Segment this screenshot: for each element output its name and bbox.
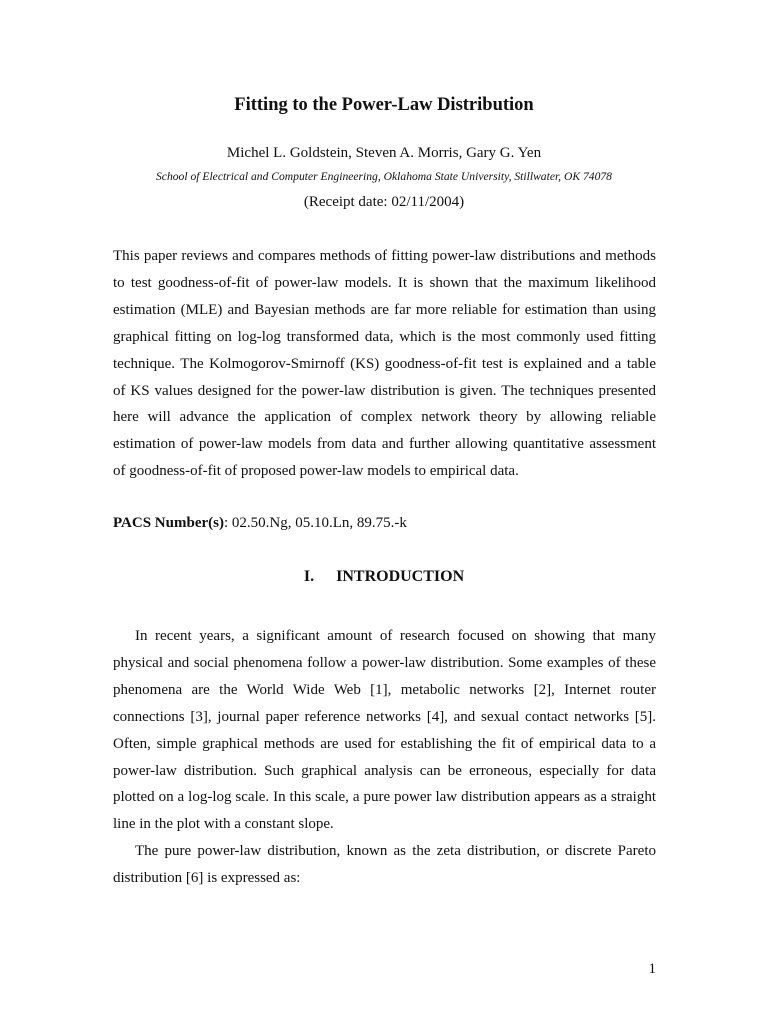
section-heading	[0, 566, 768, 588]
body-line: phenomena are the World Wide Web [1], metabolic networks [2], Internet router	[113, 681, 656, 698]
abstract-line: technique. The Kolmogorov-Smirnoff (KS) goodness-of-fit test is explained and a table	[113, 355, 656, 372]
abstract-line: of KS values designed for the power-law distribution is given. The techniques presented	[113, 382, 656, 399]
abstract-line: here will advance the application of complex network theory by allowing reliable	[113, 409, 656, 426]
body-line: Often, simple graphical methods are used for establishing the fit of empirical data to a	[113, 735, 656, 752]
author-list: Michel L. Goldstein, Steven A. Morris, Gary G. Yen	[226, 145, 542, 161]
body-line: The pure power-law distribution, known as the zeta distribution, or discrete Pareto	[135, 843, 656, 860]
abstract-line: estimation (MLE) and Bayesian methods are far more reliable for estimation than using	[113, 301, 656, 318]
body-line: connections [3], journal paper reference networks [4], and sexual contact networks [5].	[113, 708, 656, 725]
body-line: physical and social phenomena follow a power-law distribution. Some examples of these	[113, 654, 656, 671]
body-line: plotted on a log-log scale. In this scale, a pure power law distribution appears as a straight	[113, 789, 656, 806]
receipt-date: (Receipt date: 02/11/2004)	[303, 194, 465, 210]
abstract-line: graphical fitting on log-log transformed data, which is the most commonly used fitting	[113, 328, 656, 345]
pacs-value: : 02.50.Ng, 05.10.Ln, 89.75.-k	[223, 515, 407, 531]
pacs-label: PACS Number(s)	[113, 515, 224, 531]
section-number: I.	[303, 568, 315, 585]
abstract-line: This paper reviews and compares methods of fitting power-law distributions and methods	[113, 248, 656, 264]
body-line: power-law distribution. Such graphical analysis can be erroneous, especially for data	[113, 762, 656, 779]
pacs-numbers	[113, 513, 407, 533]
body-text	[113, 623, 656, 892]
abstract-line: estimation of power-law models from data and further allowing quantitative assessment	[113, 436, 656, 453]
body-line: line in the plot with a constant slope.	[113, 816, 334, 833]
author-affiliation: School of Electrical and Computer Engineering, Oklahoma State University, Stillwater, OK 74078	[156, 170, 612, 183]
abstract-line: to test goodness-of-fit of power-law models. It is shown that the maximum likelihood	[113, 274, 656, 291]
paper-title: Fitting to the Power-Law Distribution	[234, 95, 534, 115]
body-line: distribution [6] is expressed as:	[113, 870, 301, 887]
section-title: INTRODUCTION	[336, 568, 465, 585]
page-number: 1	[648, 961, 656, 977]
body-line: In recent years, a significant amount of research focused on showing that many	[135, 628, 656, 644]
abstract	[113, 243, 656, 485]
abstract-line: of goodness-of-fit of proposed power-law models to empirical data.	[113, 463, 519, 480]
